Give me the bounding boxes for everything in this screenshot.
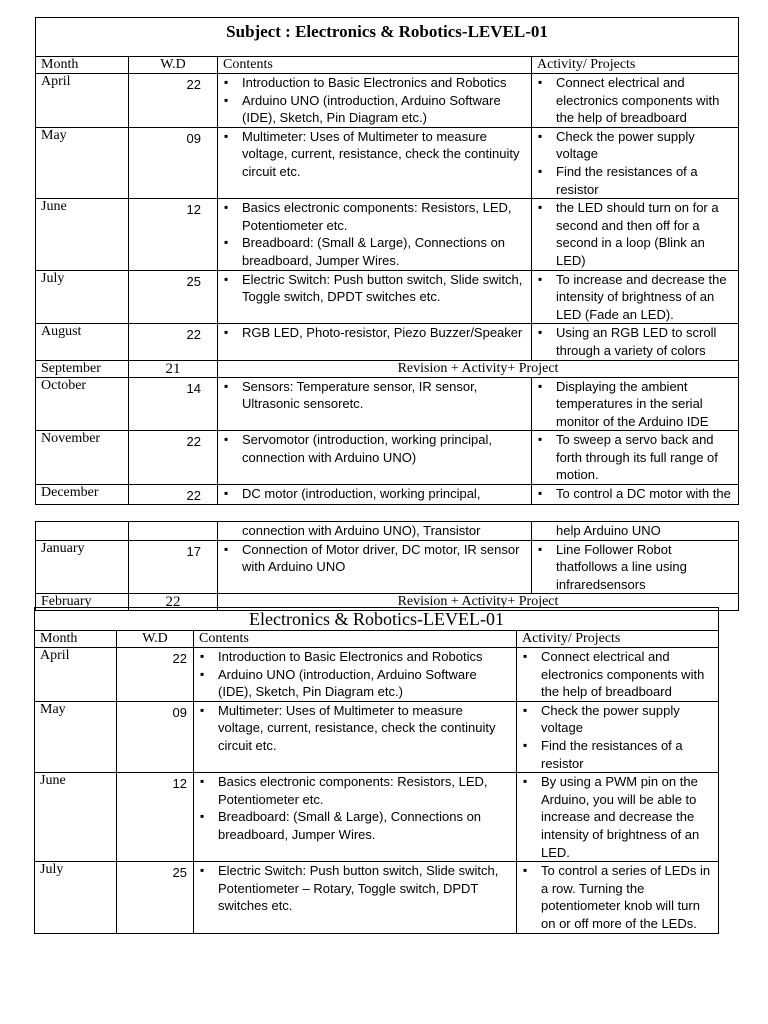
table-row — [36, 485, 739, 505]
activity-list — [532, 271, 738, 324]
header-contents: Contents — [218, 57, 532, 74]
contents-list — [194, 862, 516, 915]
working-days-cell: 12 — [129, 199, 218, 270]
list-item: ▪ Connect electrical and electronics components with the help of breadboard — [517, 648, 718, 701]
month-cell: November — [36, 431, 129, 485]
contents-cell — [194, 773, 517, 862]
working-days-cell: 22 — [129, 324, 218, 360]
header-month: Month — [35, 631, 117, 648]
month-cell: April — [35, 648, 117, 702]
contents-cell — [194, 648, 517, 702]
activity-cell — [532, 74, 739, 128]
contents-list — [218, 541, 531, 576]
list-item: ▪ Connection of Motor driver, DC motor, IR sensor with Arduino UNO — [218, 541, 531, 576]
working-days-cell: 22 — [129, 74, 218, 128]
contents-list — [218, 324, 531, 342]
activity-cell — [517, 773, 719, 862]
month-cell: May — [35, 701, 117, 772]
list-item: ▪ Basics electronic components: Resistors, LED, Potentiometer etc. — [194, 773, 516, 808]
activity-cell — [517, 701, 719, 772]
working-days-cell: 22 — [129, 485, 218, 505]
list-item: ▪ To increase and decrease the intensity of brightness of an LED (Fade an LED). — [532, 271, 738, 324]
table-row — [36, 522, 739, 541]
table-row — [36, 127, 739, 198]
list-item: ▪ Electric Switch: Push button switch, Slide switch, Toggle switch, DPDT switches etc. — [218, 271, 531, 306]
header-contents: Contents — [194, 631, 517, 648]
activity-cell — [532, 485, 739, 505]
list-item: ▪ Displaying the ambient temperatures in the serial monitor of the Arduino IDE — [532, 378, 738, 431]
table-row — [35, 773, 719, 862]
contents-cell — [218, 270, 532, 324]
activity-list — [532, 485, 738, 503]
list-item: ▪ Multimeter: Uses of Multimeter to measure voltage, current, resistance, check the continuity circuit etc. — [194, 702, 516, 755]
month-cell: December — [36, 485, 129, 505]
activity-cell — [532, 199, 739, 270]
list-item: ▪ Find the resistances of a resistor — [532, 163, 738, 198]
activity-list — [532, 541, 738, 594]
list-item: ▪ the LED should turn on for a second and then off for a second in a loop (Blink an LED) — [532, 199, 738, 269]
contents-list — [194, 702, 516, 755]
list-item: ▪ Sensors: Temperature sensor, IR sensor, Ultrasonic sensoretc. — [218, 378, 531, 413]
month-cell: May — [36, 127, 129, 198]
table-row — [36, 74, 739, 128]
working-days-cell: 25 — [129, 270, 218, 324]
contents-cell — [218, 199, 532, 270]
list-item: ▪ Connect electrical and electronics components with the help of breadboard — [532, 74, 738, 127]
syllabus-table-3 — [34, 607, 719, 934]
activity-cell — [532, 377, 739, 431]
contents-list — [218, 431, 531, 466]
activity-cell — [532, 540, 739, 594]
list-item: ▪ To sweep a servo back and forth through its full range of motion. — [532, 431, 738, 484]
activity-cell — [517, 862, 719, 933]
header-wd: W.D — [117, 631, 194, 648]
table-row — [36, 377, 739, 431]
revision-cell: Revision + Activity+ Project — [218, 360, 739, 377]
list-item: ▪ Introduction to Basic Electronics and Robotics — [218, 74, 531, 92]
list-item: ▪ Check the power supply voltage — [517, 702, 718, 737]
table-row — [36, 270, 739, 324]
activity-list — [517, 773, 718, 861]
list-item: ▪ Using an RGB LED to scroll through a variety of colors — [532, 324, 738, 359]
table-row — [36, 360, 739, 377]
table-row — [35, 862, 719, 933]
activity-cell — [532, 431, 739, 485]
header-activity: Activity/ Projects — [532, 57, 739, 74]
month-cell: January — [36, 540, 129, 594]
month-cell: February — [36, 594, 129, 611]
list-item: ▪ Multimeter: Uses of Multimeter to measure voltage, current, resistance, check the continuity circuit etc. — [218, 128, 531, 181]
header-month: Month — [36, 57, 129, 74]
table-row — [35, 648, 719, 702]
activity-cell — [532, 127, 739, 198]
contents-cell — [218, 324, 532, 360]
working-days-cell: 22 — [129, 431, 218, 485]
month-cell: July — [35, 862, 117, 933]
continued-activity: help Arduino UNO — [556, 523, 661, 538]
list-item: ▪ Breadboard: (Small & Large), Connections on breadboard, Jumper Wires. — [218, 234, 531, 269]
working-days-cell: 14 — [129, 377, 218, 431]
activity-list — [517, 862, 718, 932]
activity-list — [532, 431, 738, 484]
activity-cell — [532, 324, 739, 360]
list-item: ▪ RGB LED, Photo-resistor, Piezo Buzzer/Speaker — [218, 324, 531, 342]
list-item: ▪ To control a DC motor with the — [532, 485, 738, 503]
contents-cell — [218, 431, 532, 485]
activity-list — [517, 702, 718, 772]
table-row — [36, 431, 739, 485]
table-title: Subject : Electronics & Robotics-LEVEL-01 — [36, 18, 739, 57]
revision-cell: Revision + Activity+ Project — [218, 594, 739, 611]
contents-cell — [218, 74, 532, 128]
month-cell: April — [36, 74, 129, 128]
activity-cell — [532, 270, 739, 324]
contents-list — [218, 74, 531, 127]
month-cell: September — [36, 360, 129, 377]
contents-list — [218, 485, 531, 503]
contents-list — [218, 128, 531, 181]
month-cell: June — [36, 199, 129, 270]
working-days-cell: 22 — [117, 648, 194, 702]
list-item: ▪ Introduction to Basic Electronics and Robotics — [194, 648, 516, 666]
activity-list — [532, 128, 738, 198]
working-days-cell: 09 — [129, 127, 218, 198]
list-item: ▪ Arduino UNO (introduction, Arduino Software (IDE), Sketch, Pin Diagram etc.) — [194, 666, 516, 701]
table-row — [36, 540, 739, 594]
continued-contents: connection with Arduino UNO), Transistor — [242, 523, 481, 538]
table-title: Electronics & Robotics-LEVEL-01 — [35, 608, 719, 631]
contents-list — [194, 648, 516, 701]
working-days-cell: 22 — [129, 594, 218, 611]
table-row — [35, 701, 719, 772]
contents-cell — [218, 485, 532, 505]
table-row — [36, 199, 739, 270]
activity-list — [532, 378, 738, 431]
list-item: ▪ Breadboard: (Small & Large), Connections on breadboard, Jumper Wires. — [194, 808, 516, 843]
list-item: ▪ Electric Switch: Push button switch, Slide switch, Potentiometer – Rotary, Toggle switch, DPDT switches etc. — [194, 862, 516, 915]
month-cell: July — [36, 270, 129, 324]
contents-cell — [194, 701, 517, 772]
list-item: ▪ By using a PWM pin on the Arduino, you will be able to increase and decrease the intensity of brightness of an LED. — [517, 773, 718, 861]
list-item: ▪ Check the power supply voltage — [532, 128, 738, 163]
header-activity: Activity/ Projects — [517, 631, 719, 648]
activity-cell — [517, 648, 719, 702]
activity-list — [517, 648, 718, 701]
list-item: ▪ Find the resistances of a resistor — [517, 737, 718, 772]
contents-cell — [194, 862, 517, 933]
contents-cell — [218, 127, 532, 198]
contents-cell — [218, 540, 532, 594]
month-cell: October — [36, 377, 129, 431]
list-item: ▪ Arduino UNO (introduction, Arduino Software (IDE), Sketch, Pin Diagram etc.) — [218, 92, 531, 127]
working-days-cell: 12 — [117, 773, 194, 862]
activity-list — [532, 199, 738, 269]
header-wd: W.D — [129, 57, 218, 74]
list-item: ▪ Basics electronic components: Resistors, LED, Potentiometer etc. — [218, 199, 531, 234]
working-days-cell: 25 — [117, 862, 194, 933]
contents-list — [218, 378, 531, 413]
contents-list — [218, 199, 531, 269]
list-item: ▪ Line Follower Robot thatfollows a line using infraredsensors — [532, 541, 738, 594]
month-cell: August — [36, 324, 129, 360]
contents-cell — [218, 377, 532, 431]
activity-list — [532, 324, 738, 359]
list-item: ▪ To control a series of LEDs in a row. Turning the potentiometer knob will turn on or off more of the LEDs. — [517, 862, 718, 932]
working-days-cell: 21 — [129, 360, 218, 377]
contents-list — [194, 773, 516, 843]
table-row — [36, 324, 739, 360]
contents-list — [218, 271, 531, 306]
activity-list — [532, 74, 738, 127]
working-days-cell: 17 — [129, 540, 218, 594]
list-item: ▪ DC motor (introduction, working principal, — [218, 485, 531, 503]
syllabus-table-1 — [35, 17, 739, 505]
month-cell: June — [35, 773, 117, 862]
list-item: ▪ Servomotor (introduction, working principal, connection with Arduino UNO) — [218, 431, 531, 466]
syllabus-table-2 — [35, 521, 739, 611]
working-days-cell: 09 — [117, 701, 194, 772]
